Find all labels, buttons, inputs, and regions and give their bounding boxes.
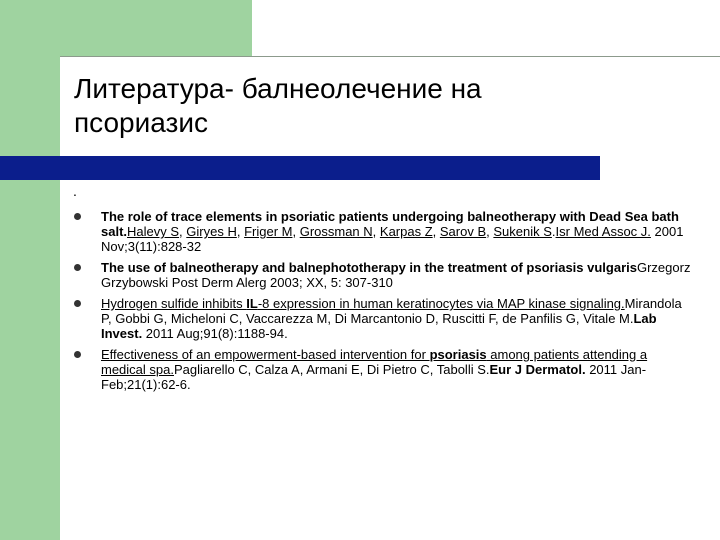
slide-title xyxy=(74,72,674,140)
divider-bar xyxy=(0,156,600,180)
author-link[interactable]: Karpas Z xyxy=(379,224,433,239)
authors-text: Mirandola P, Gobbi G, Micheloni C, Vaccarezza M, Di Marcantonio D, Ruscitti F, de Panfilis G, Vitale M. xyxy=(101,296,682,326)
author-link[interactable]: Sukenik S xyxy=(493,224,552,239)
bullet-icon xyxy=(74,213,81,220)
separator: , xyxy=(432,224,440,239)
article-link-keyword: IL xyxy=(246,296,258,311)
article-link-text: Hydrogen sulfide inhibits xyxy=(101,296,247,311)
slide-title-line-1: Литература- балнеолечение на xyxy=(74,73,482,104)
authors-text: Pagliarello C, Calza A, Armani E, Di Pietro C, Tabolli S. xyxy=(173,362,490,377)
empty-bullet-dot: . xyxy=(73,183,77,199)
separator: , xyxy=(292,224,300,239)
article-link-text: among patients attending a medical spa. xyxy=(101,347,648,377)
article-link-text: Effectiveness of an empowerment-based intervention for xyxy=(101,347,430,362)
green-accent-left xyxy=(0,0,60,540)
bullet-icon xyxy=(74,351,81,358)
article-link[interactable] xyxy=(101,296,625,311)
reference-item xyxy=(74,347,694,392)
separator: , xyxy=(236,224,245,239)
citation-details: 2001 Nov;3(11):828-32 xyxy=(101,224,684,254)
reference-item xyxy=(74,296,694,341)
slide-title-line-2: псориазис xyxy=(74,107,208,138)
separator: , xyxy=(372,224,380,239)
citation-details: 2011 Aug;91(8):1188-94. xyxy=(142,326,288,341)
reference-item xyxy=(74,260,694,290)
reference-title: The role of trace elements in psoriatic patients undergoing balneotherapy with Dead Sea bath salt. xyxy=(101,209,679,239)
citation-details: 2011 Jan-Feb;21(1):62-6. xyxy=(101,362,647,392)
article-link-text: -8 expression in human keratinocytes via MAP kinase signaling. xyxy=(257,296,625,311)
separator: . xyxy=(551,224,556,239)
bullet-icon xyxy=(74,300,81,307)
journal-name: Eur J Dermatol. xyxy=(489,362,586,377)
author-link[interactable]: Friger M xyxy=(244,224,293,239)
author-link[interactable]: Grossman N xyxy=(299,224,373,239)
reference-list xyxy=(74,209,694,398)
separator: , xyxy=(179,224,187,239)
citation-details: Grzegorz Grzybowski Post Derm Alerg 2003; XX, 5: 307-310 xyxy=(101,260,691,290)
bullet-icon xyxy=(74,264,81,271)
author-link[interactable]: Giryes H xyxy=(186,224,237,239)
reference-title: The use of balneotherapy and balnephototherapy in the treatment of psoriasis vulgaris xyxy=(101,260,637,275)
separator: , xyxy=(486,224,494,239)
journal-link[interactable]: Isr Med Assoc J. xyxy=(555,224,651,239)
author-link[interactable]: Halevy S xyxy=(127,224,180,239)
journal-name: Lab Invest. xyxy=(101,311,657,341)
article-link-keyword: psoriasis xyxy=(429,347,487,362)
author-link[interactable]: Sarov B xyxy=(439,224,487,239)
reference-item xyxy=(74,209,694,254)
